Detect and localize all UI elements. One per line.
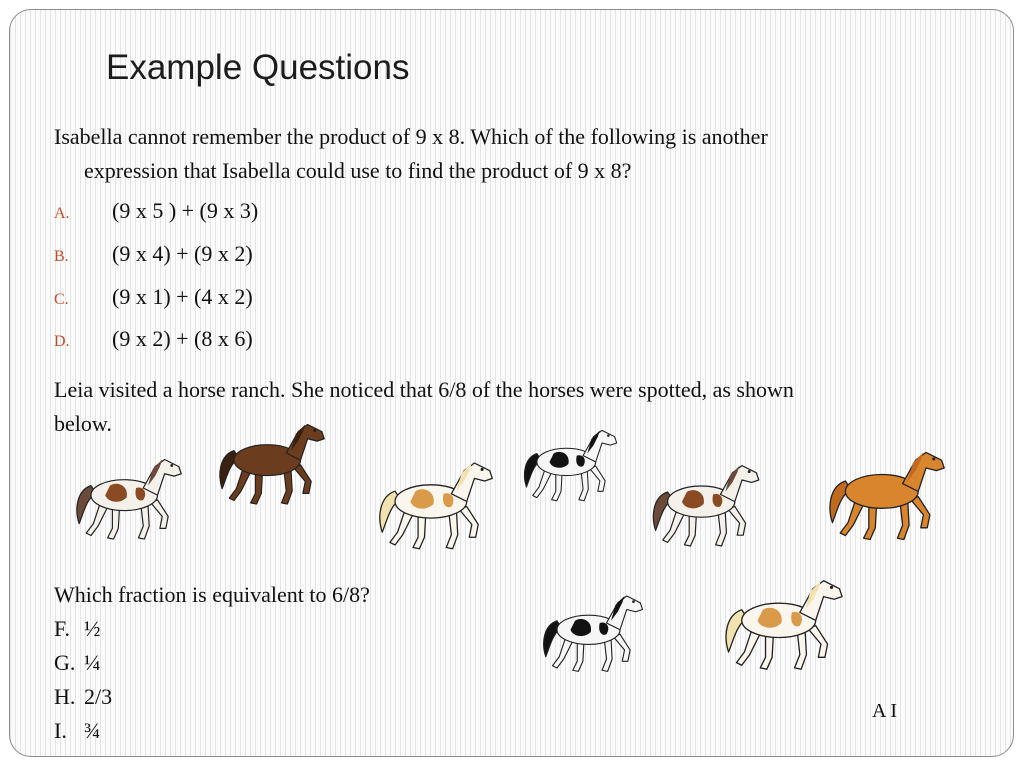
answer-text: ¼ bbox=[84, 650, 101, 675]
horse-icon bbox=[822, 426, 952, 562]
answer-option-f bbox=[54, 612, 370, 646]
option-b bbox=[54, 241, 253, 267]
answer-text: ½ bbox=[84, 616, 101, 641]
answer-key: G. bbox=[54, 650, 76, 675]
question-1-line-1: Isabella cannot remember the product of 9 x 8. Which of the following is another bbox=[54, 124, 768, 149]
answer-text: 2/3 bbox=[84, 684, 113, 709]
question-2 bbox=[54, 373, 954, 441]
question-2-line-2: below. bbox=[54, 411, 112, 436]
answer-key: H. bbox=[54, 684, 76, 709]
question-1 bbox=[54, 120, 944, 188]
answer-key-note: A I bbox=[872, 700, 897, 722]
question-2-line-1: Leia visited a horse ranch. She noticed that 6/8 of the horses were spotted, as shown bbox=[54, 377, 794, 402]
option-letter: C. bbox=[54, 291, 69, 308]
option-letter: A. bbox=[54, 205, 70, 222]
question-1-line-2: expression that Isabella could use to find the product of 9 x 8? bbox=[84, 158, 632, 183]
answer-option-i bbox=[54, 714, 370, 748]
slide bbox=[9, 9, 1014, 757]
answer-text: ¾ bbox=[84, 718, 101, 743]
option-letter: D. bbox=[54, 333, 70, 350]
option-text: (9 x 4) + (9 x 2) bbox=[112, 241, 253, 266]
option-letter: B. bbox=[54, 248, 69, 265]
option-d bbox=[54, 326, 253, 352]
option-text: (9 x 1) + (4 x 2) bbox=[112, 284, 253, 309]
answer-option-h bbox=[54, 680, 370, 714]
option-c bbox=[54, 284, 253, 310]
slide-title: Example Questions bbox=[106, 48, 410, 87]
option-text: (9 x 2) + (8 x 6) bbox=[112, 326, 253, 351]
horse-icon bbox=[636, 456, 776, 552]
horse-icon bbox=[372, 444, 500, 564]
answer-key: I. bbox=[54, 718, 67, 743]
horse-icon bbox=[533, 587, 653, 677]
answer-key: F. bbox=[54, 616, 70, 641]
answer-option-g bbox=[54, 646, 370, 680]
horse-icon bbox=[718, 568, 850, 678]
horse-icon bbox=[202, 415, 342, 510]
option-a bbox=[54, 198, 258, 224]
question-3-prompt: Which fraction is equivalent to 6/8? bbox=[54, 582, 370, 607]
horse-icon bbox=[64, 450, 194, 545]
question-3 bbox=[54, 578, 370, 748]
horse-icon bbox=[518, 418, 623, 510]
option-text: (9 x 5 ) + (9 x 3) bbox=[112, 198, 259, 223]
